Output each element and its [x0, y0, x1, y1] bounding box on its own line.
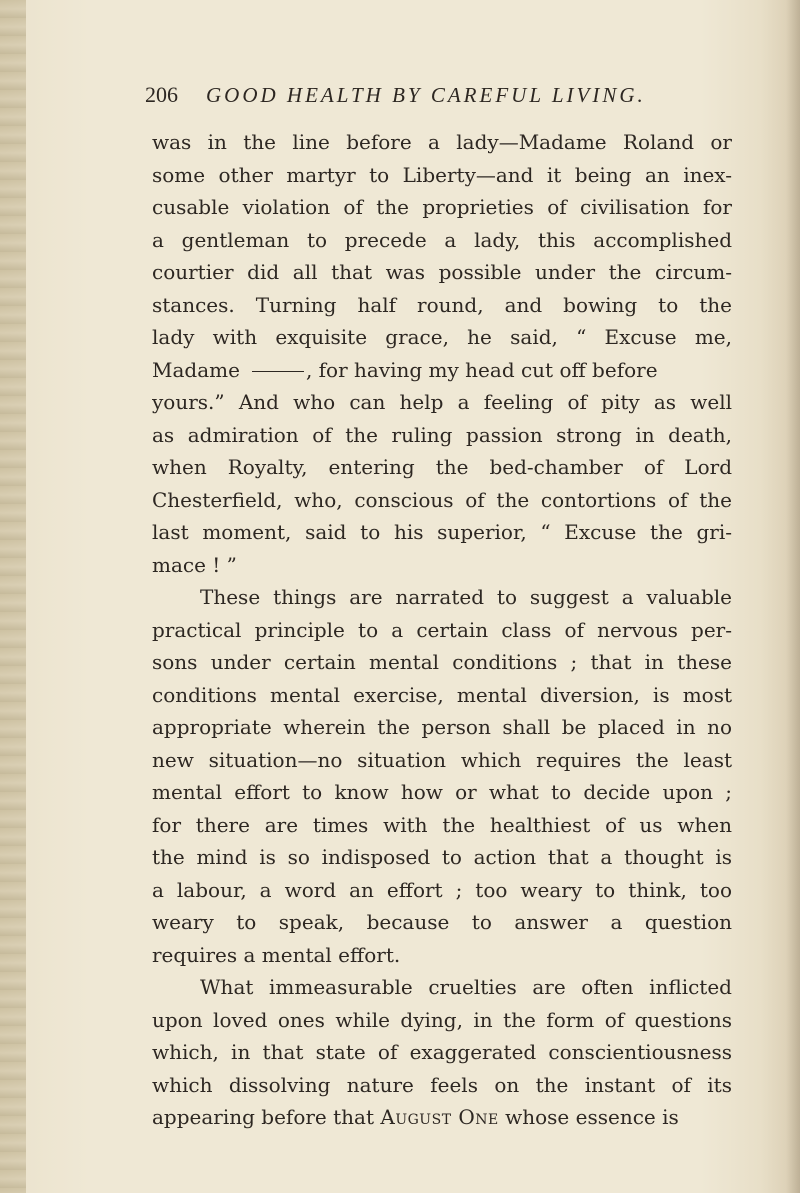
text-line: weary to speak, because to answer a question: [152, 910, 732, 934]
text-line: conditions mental exercise, mental diversion, is most: [152, 682, 732, 707]
text-line: courtier did all that was possible under the circum-: [152, 260, 732, 284]
page-binding-edge: [0, 0, 26, 1193]
page-header: [145, 82, 705, 114]
text-line: requires a mental effort.: [152, 942, 401, 967]
page-outer-edge: [786, 0, 800, 1193]
text-line: when Royalty, entering the bed-chamber of Lord: [152, 455, 732, 479]
text-line: yours.” And who can help a feeling of pity as well: [152, 390, 732, 414]
text-line: sons under certain mental conditions ; that in these: [152, 650, 732, 674]
text-line: appropriate wherein the person shall be placed in no: [152, 715, 732, 739]
text-line: a gentleman to precede a lady, this accomplished: [152, 227, 732, 252]
text-fragment: appearing before that: [152, 1105, 375, 1129]
text-line-with-dash: [152, 354, 732, 387]
paragraph-start-line: What immeasurable cruelties are often inflicted: [200, 975, 732, 999]
text-fragment: , for having my head cut off before: [305, 357, 658, 382]
body-text: [152, 126, 732, 1134]
text-line: stances. Turning half round, and bowing to the: [152, 292, 732, 317]
text-line: lady with exquisite grace, he said, “ Excuse me,: [152, 325, 732, 349]
text-line: as admiration of the ruling passion strong in death,: [152, 422, 732, 447]
text-line: upon loved ones while dying, in the form of questions: [152, 1007, 732, 1032]
text-line: mace ! ”: [152, 552, 237, 577]
text-line: some other martyr to Liberty—and it being an inex-: [152, 162, 732, 187]
text-line: the mind is so indisposed to action that a thought is: [152, 845, 732, 869]
text-line: mental effort to know how or what to decide upon ;: [152, 780, 732, 804]
text-line: for there are times with the healthiest of us when: [152, 812, 732, 837]
text-line: last moment, said to his superior, “ Excuse the gri-: [152, 520, 732, 544]
text-line: was in the line before a lady—Madame Roland or: [152, 130, 732, 154]
em-rule: [252, 371, 304, 372]
text-line: Chesterfield, who, conscious of the contortions of the: [152, 487, 732, 512]
running-head: GOOD HEALTH BY CAREFUL LIVING.: [206, 83, 646, 107]
text-line: cusable violation of the proprieties of civilisation for: [152, 195, 732, 219]
text-line: practical principle to a certain class of nervous per-: [152, 617, 732, 642]
text-line: new situation—no situation which requires the least: [152, 747, 732, 772]
page-number: 206: [145, 82, 178, 107]
paragraph-start-line: These things are narrated to suggest a valuable: [200, 585, 732, 609]
small-caps-phrase: August One: [380, 1105, 499, 1129]
text-line: which dissolving nature feels on the instant of its: [152, 1072, 732, 1097]
text-line: a labour, a word an effort ; too weary to think, too: [152, 877, 732, 902]
text-fragment: whose essence is: [505, 1105, 679, 1129]
text-line-with-small-caps: [152, 1101, 732, 1134]
text-line: which, in that state of exaggerated conscientiousness: [152, 1040, 732, 1064]
text-fragment: Madame: [152, 357, 240, 382]
